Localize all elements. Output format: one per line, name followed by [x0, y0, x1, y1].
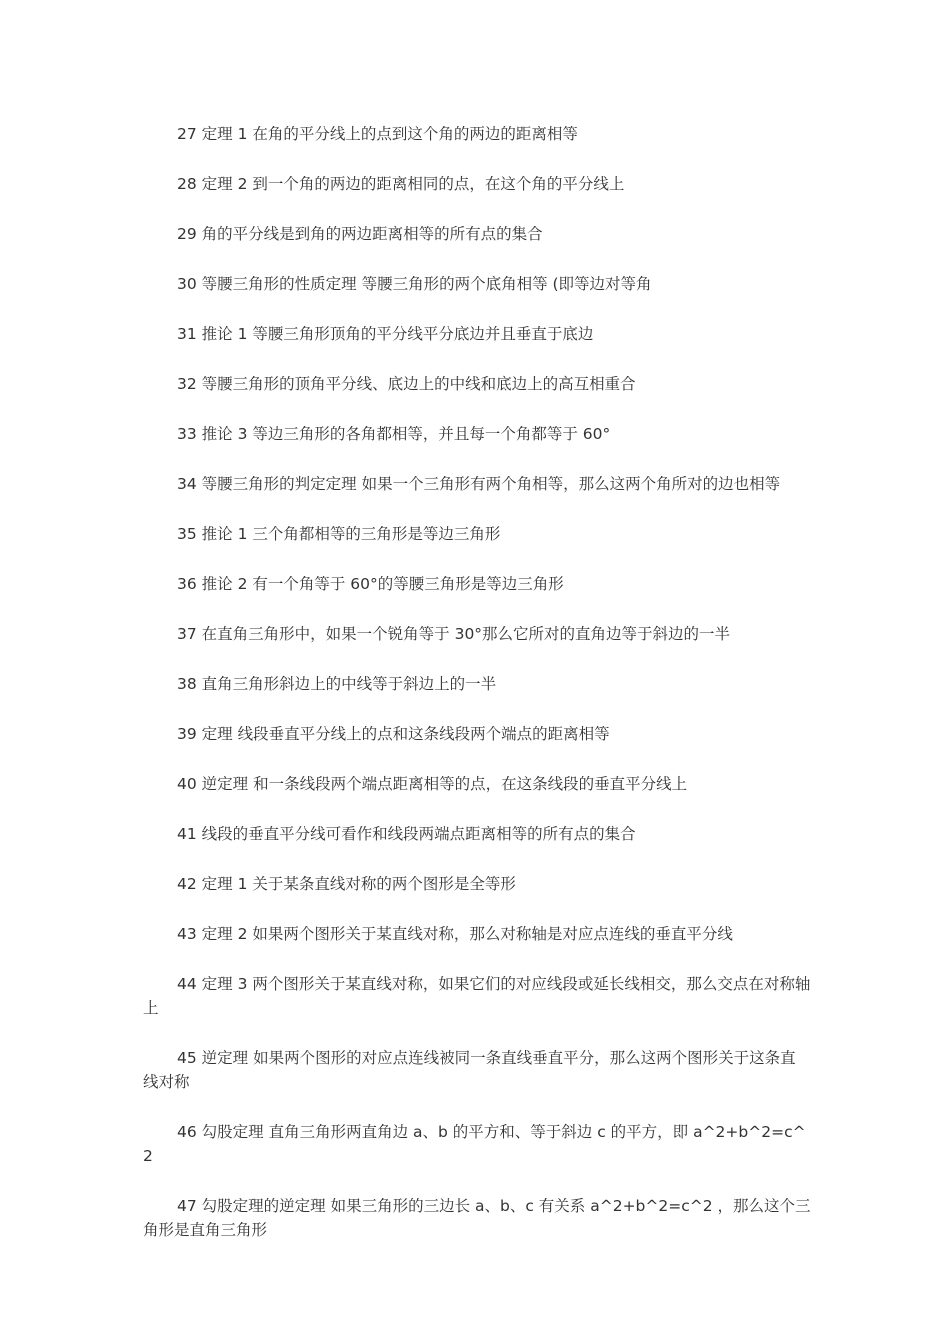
theorem-37-paragraph: 37 在直角三角形中，如果一个锐角等于 30°那么它所对的直角边等于斜边的一半: [177, 625, 731, 643]
theorem-40-paragraph: 40 逆定理 和一条线段两个端点距离相等的点，在这条线段的垂直平分线上: [177, 775, 688, 793]
document-body: [143, 122, 811, 1268]
theorem-43-paragraph: 43 定理 2 如果两个图形关于某直线对称，那么对称轴是对应点连线的垂直平分线: [177, 925, 733, 943]
theorem-42-paragraph: 42 定理 1 关于某条直线对称的两个图形是全等形: [177, 875, 516, 893]
theorem-46-paragraph: 46 勾股定理 直角三角形两直角边 a、b 的平方和、等于斜边 c 的平方，即 a^2+b^2=c^2: [143, 1123, 806, 1165]
theorem-34-paragraph: 34 等腰三角形的判定定理 如果一个三角形有两个角相等，那么这两个角所对的边也相等: [177, 475, 781, 493]
theorem-33-paragraph: 33 推论 3 等边三角形的各角都相等，并且每一个角都等于 60°: [177, 425, 611, 443]
theorem-29-paragraph: 29 角的平分线是到角的两边距离相等的所有点的集合: [177, 225, 543, 243]
theorem-41-paragraph: 41 线段的垂直平分线可看作和线段两端点距离相等的所有点的集合: [177, 825, 636, 843]
theorem-35-paragraph: 35 推论 1 三个角都相等的三角形是等边三角形: [177, 525, 501, 543]
theorem-38-paragraph: 38 直角三角形斜边上的中线等于斜边上的一半: [177, 675, 497, 693]
theorem-47-paragraph: 47 勾股定理的逆定理 如果三角形的三边长 a、b、c 有关系 a^2+b^2=c^2 ，那么这个三角形是直角三角形: [143, 1197, 811, 1239]
theorem-32-paragraph: 32 等腰三角形的顶角平分线、底边上的中线和底边上的高互相重合: [177, 375, 636, 393]
theorem-36-paragraph: 36 推论 2 有一个角等于 60°的等腰三角形是等边三角形: [177, 575, 564, 593]
theorem-30-paragraph: 30 等腰三角形的性质定理 等腰三角形的两个底角相等 (即等边对等角: [177, 275, 652, 293]
theorem-39-paragraph: 39 定理 线段垂直平分线上的点和这条线段两个端点的距离相等: [177, 725, 610, 743]
theorem-28-paragraph: 28 定理 2 到一个角的两边的距离相同的点，在这个角的平分线上: [177, 175, 625, 193]
theorem-31-paragraph: 31 推论 1 等腰三角形顶角的平分线平分底边并且垂直于底边: [177, 325, 594, 343]
theorem-45-paragraph: 45 逆定理 如果两个图形的对应点连线被同一条直线垂直平分，那么这两个图形关于这条直线对称: [143, 1049, 796, 1091]
theorem-44-paragraph: 44 定理 3 两个图形关于某直线对称，如果它们的对应线段或延长线相交，那么交点在对称轴上: [143, 975, 811, 1017]
theorem-27-paragraph: 27 定理 1 在角的平分线上的点到这个角的两边的距离相等: [177, 125, 578, 143]
